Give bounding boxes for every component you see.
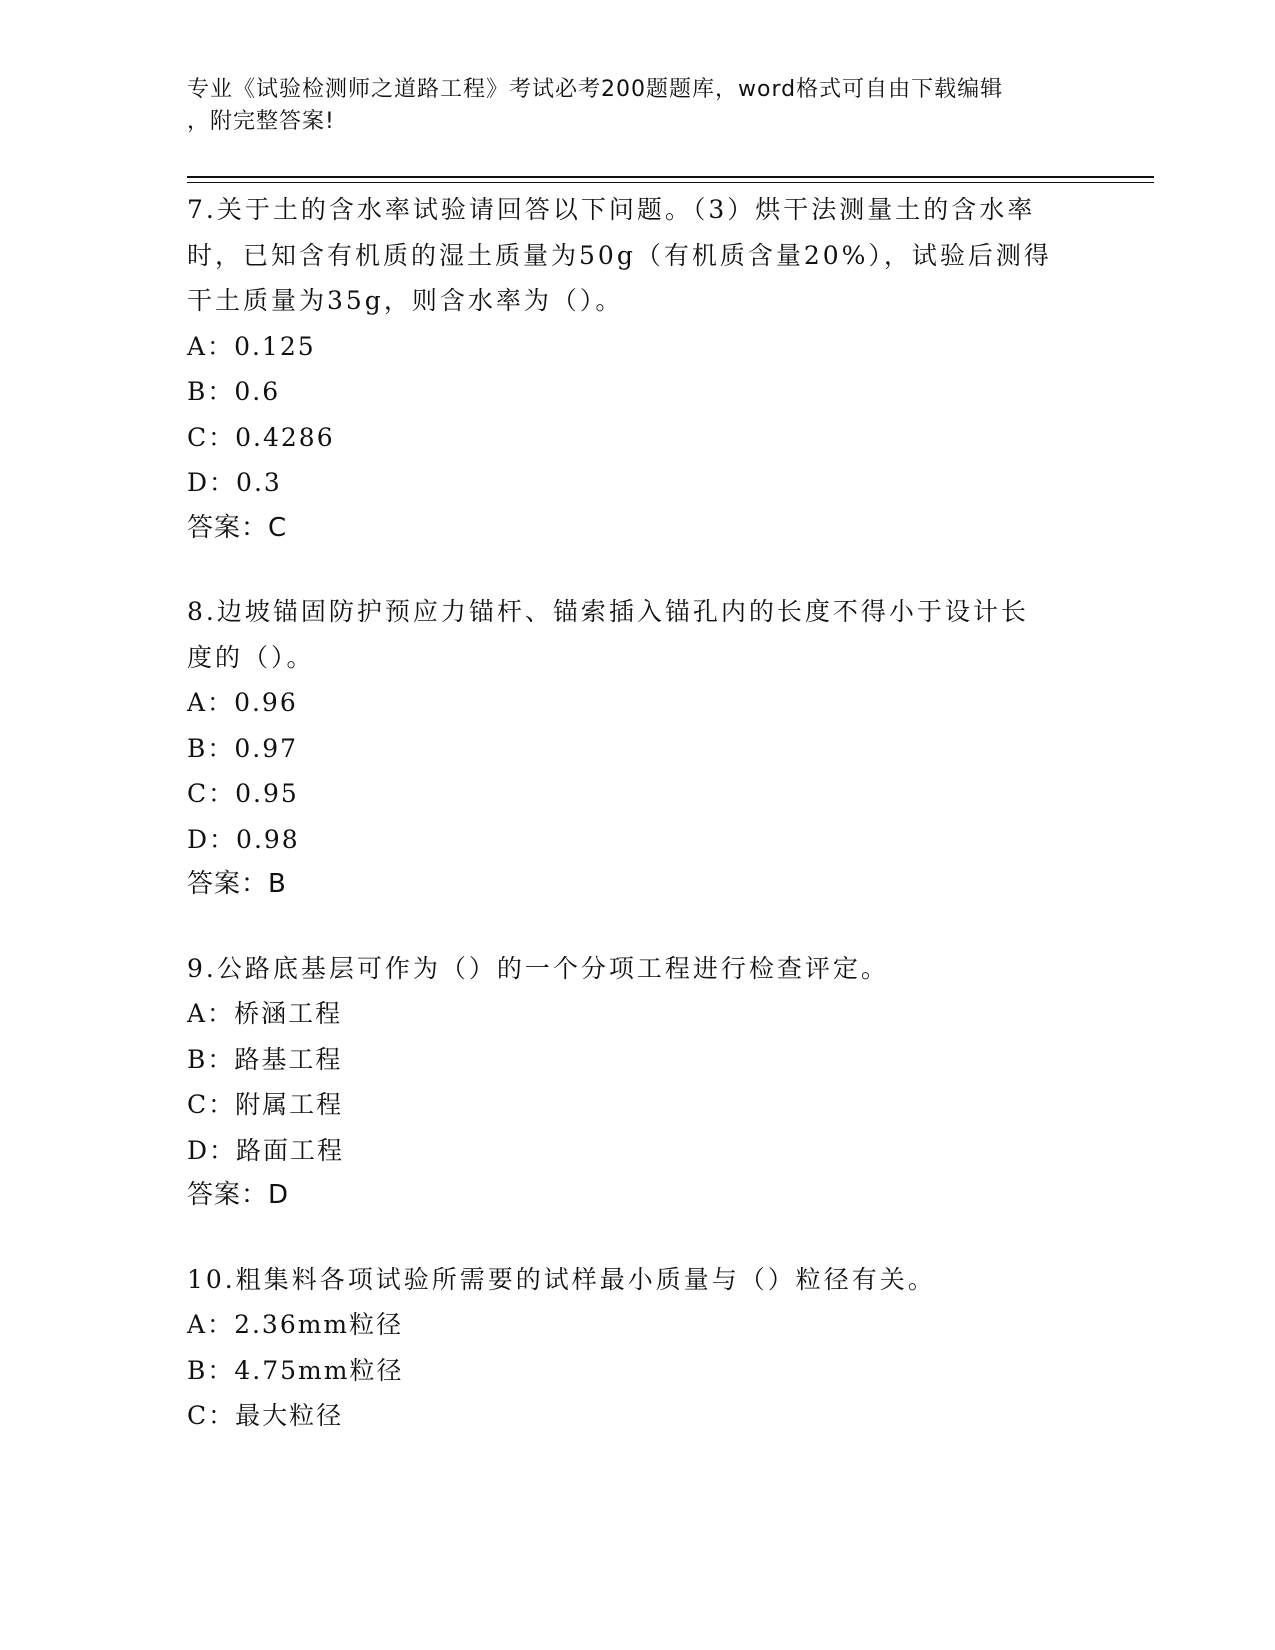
option-d — [187, 460, 1087, 506]
option-b — [187, 369, 1087, 415]
option-text: 4.75mm粒径 — [234, 1355, 404, 1385]
question-stem-line: 时，已知含有机质的湿土质量为50g（有机质含量20%），试验后测得 — [187, 240, 1052, 270]
header-title-line-1: 专业《试验检测师之道路工程》考试必考200题题库，word格式可自由下载编辑 — [187, 77, 1004, 102]
question-7 — [187, 187, 1087, 551]
option-key: D： — [187, 468, 237, 497]
document-header — [187, 74, 1067, 138]
option-b — [187, 1348, 1087, 1394]
option-key: C： — [187, 1090, 236, 1119]
answer-line: 答案：B — [187, 869, 287, 899]
option-a — [187, 324, 1087, 370]
question-list — [187, 187, 1087, 1477]
option-c — [187, 771, 1087, 817]
option-a — [187, 991, 1087, 1037]
option-key: D： — [187, 1135, 237, 1165]
option-text: 路面工程 — [236, 1135, 345, 1165]
question-9 — [187, 946, 1087, 1219]
option-text: 0.97 — [234, 733, 299, 763]
question-stem-line: 7.关于土的含水率试验请回答以下问题。（3）烘干法测量土的含水率 — [187, 195, 1036, 224]
option-d — [187, 817, 1087, 863]
option-text: 桥涵工程 — [234, 999, 343, 1028]
option-text: 0.125 — [234, 331, 316, 361]
question-10 — [187, 1257, 1087, 1439]
option-c — [187, 1393, 1087, 1439]
header-divider-thick — [187, 176, 1154, 178]
option-key: A： — [187, 331, 235, 361]
option-c — [187, 1082, 1087, 1128]
option-key: B： — [187, 1044, 235, 1074]
option-b — [187, 1037, 1087, 1083]
question-stem-line: 度的（）。 — [187, 642, 315, 672]
option-text: 路基工程 — [234, 1044, 343, 1074]
option-c — [187, 415, 1087, 461]
question-stem-line: 干土质量为35g，则含水率为（）。 — [187, 286, 624, 315]
answer-line: 答案：D — [187, 1180, 290, 1210]
option-key: C： — [187, 1401, 236, 1430]
header-title-line-2: ，附完整答案! — [187, 109, 335, 134]
option-text: 0.96 — [234, 688, 298, 717]
option-text: 0.98 — [236, 824, 300, 854]
option-text: 0.6 — [234, 377, 281, 406]
option-text: 0.95 — [235, 779, 299, 808]
option-text: 0.3 — [236, 468, 282, 497]
option-key: D： — [187, 824, 237, 854]
option-d — [187, 1128, 1087, 1174]
question-stem-line: 10.粗集料各项试验所需要的试样最小质量与（）粒径有关。 — [187, 1264, 936, 1294]
option-key: C： — [187, 422, 236, 452]
option-key: B： — [187, 1355, 235, 1385]
question-8 — [187, 589, 1087, 908]
option-key: B： — [187, 733, 235, 763]
option-key: A： — [187, 688, 235, 717]
option-a — [187, 680, 1087, 726]
option-text: 2.36mm粒径 — [234, 1310, 404, 1339]
option-key: C： — [187, 779, 236, 808]
option-b — [187, 726, 1087, 772]
option-key: A： — [187, 999, 235, 1028]
option-text: 附属工程 — [235, 1090, 344, 1119]
header-divider-thin — [187, 182, 1154, 183]
option-key: A： — [187, 1310, 235, 1339]
option-text: 最大粒径 — [235, 1401, 344, 1430]
answer-line: 答案：C — [187, 512, 288, 543]
option-text: 0.4286 — [235, 422, 335, 452]
option-key: B： — [187, 377, 235, 406]
question-stem-line: 9.公路底基层可作为（）的一个分项工程进行检查评定。 — [187, 953, 889, 983]
question-stem-line: 8.边坡锚固防护预应力锚杆、锚索插入锚孔内的长度不得小于设计长 — [187, 597, 1029, 626]
option-a — [187, 1302, 1087, 1348]
